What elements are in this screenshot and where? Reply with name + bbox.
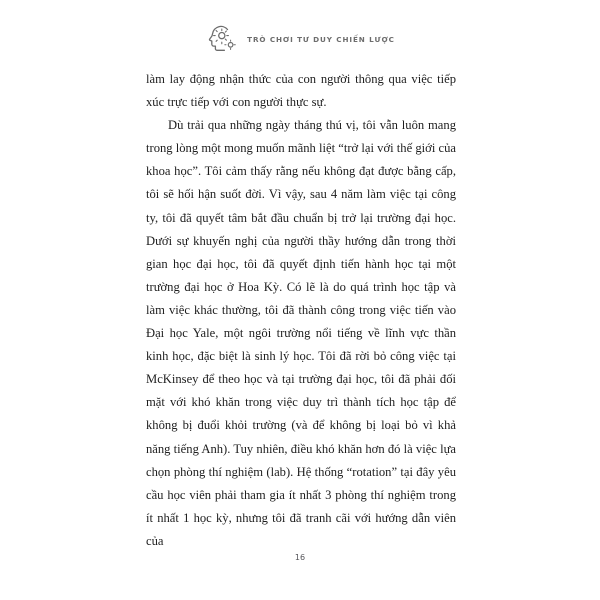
page-number: 16 <box>294 553 306 562</box>
header-title: TRÒ CHƠI TƯ DUY CHIẾN LƯỢC <box>247 34 395 44</box>
paragraph: làm lay động nhận thức của con người thông qua việc tiếp xúc trực tiếp với con người thực sự. <box>146 72 456 110</box>
head-with-gears-icon <box>205 22 239 56</box>
page-body <box>146 68 456 553</box>
page-header <box>0 22 600 56</box>
paragraph: Dù trải qua những ngày tháng thú vị, tôi vẫn luôn mang trong lòng một mong muốn mãnh liệt “trở lại với thế giới của khoa học”. Tôi cảm thấy rằng nếu không đạt được bằng cấp, tôi sẽ hối hận suốt đời. Vì vậy, sau 4 năm làm việc tại công ty, tôi đã quyết tâm bắt đầu chuẩn bị trở lại trường đại học. Dưới sự khuyến nghị của người thầy hướng dẫn trong thời gian học đại học, tôi đã quyết định tiến hành học tại một trường đại học ở Hoa Kỳ. Có lẽ là do quá trình học tập và làm việc khác thường, tôi đã thành công trong việc tiến vào Đại học Yale, một ngôi trường nổi tiếng về lĩnh vực thần kinh học, đặc biệt là sinh lý học. Tôi đã rời bỏ công việc tại McKinsey để theo học và tại trường đại học, tôi đã phải đối mặt với khó khăn trong việc duy trì thành tích học tập để không bị đuổi khỏi trường (và để không bị loại bỏ vì khả năng tiếng Anh). Tuy nhiên, điều khó khăn hơn đó là việc lựa chọn phòng thí nghiệm (lab). Hệ thống “rotation” tại đây yêu cầu học viên phải tham gia ít nhất 3 phòng thí nghiệm trong ít nhất 1 học kỳ, nhưng tôi đã tranh cãi với hướng dẫn viên của <box>146 118 456 548</box>
